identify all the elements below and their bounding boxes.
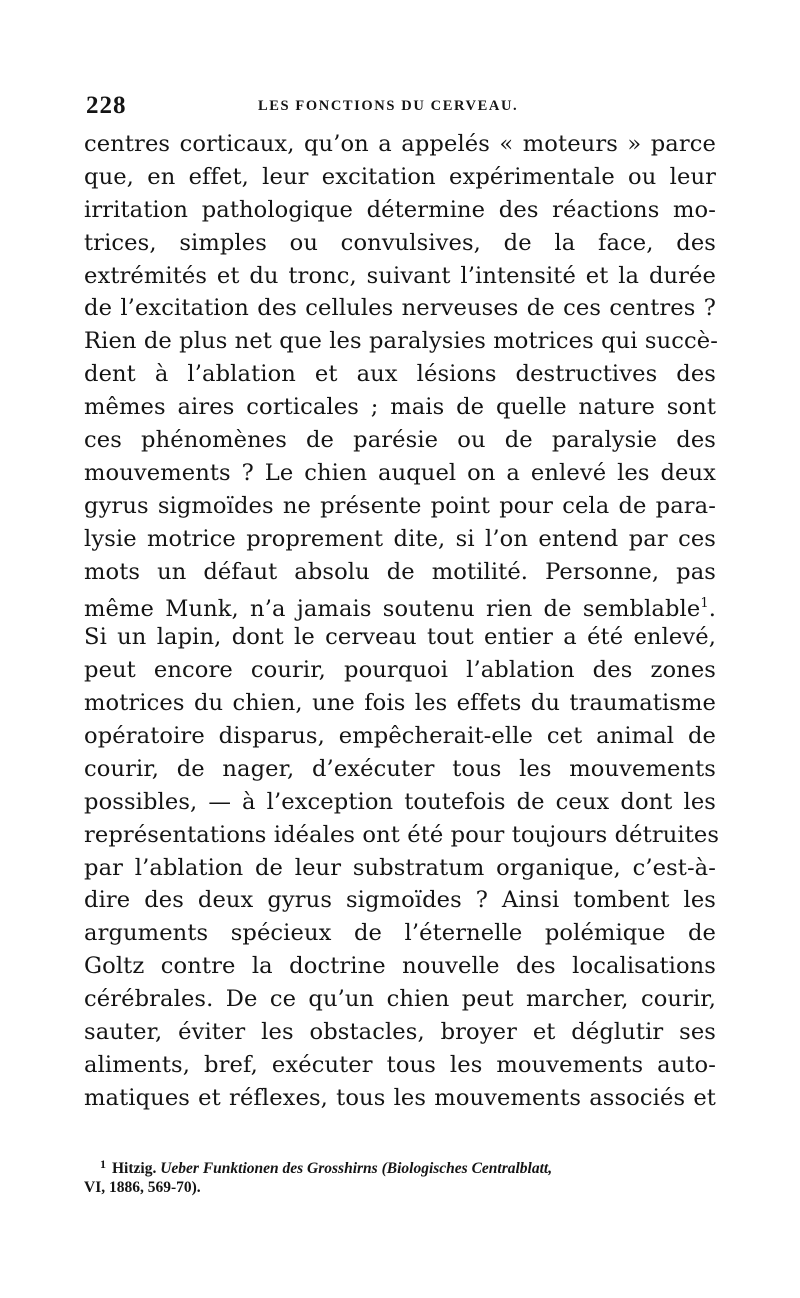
footnote (84, 1152, 716, 1200)
footnote-reference[interactable]: 1 (700, 596, 709, 612)
footnote-author: Hitzig. (112, 1160, 157, 1177)
body-line: matiques et réflexes, tous les mouvements associés et (84, 1084, 716, 1111)
body-line: ces phénomènes de parésie ou de paralysie des (84, 427, 716, 454)
footnote-number: 1 (100, 1157, 106, 1171)
body-line: extrémités et du tronc, suivant l’intensité et la durée (84, 262, 716, 289)
body-line: Rien de plus net que les paralysies motrices qui succè- (84, 328, 718, 355)
body-line: mêmes aires corticales ; mais de quelle nature sont (84, 394, 716, 421)
body-line: représentations idéales ont été pour toujours détruites (84, 821, 720, 848)
body-line: motrices du chien, une fois les effets du traumatisme (84, 690, 716, 717)
running-head: LES FONCTIONS DU CERVEAU. (258, 98, 519, 114)
body-line-text: même Munk, n’a jamais soutenu rien de semblable (84, 596, 701, 623)
body-line: trices, simples ou convulsives, de la face, des (84, 229, 716, 256)
body-line: de l’excitation des cellules nerveuses de ces centres ? (84, 295, 716, 322)
body-line: sauter, éviter les obstacles, broyer et déglutir ses (84, 1019, 716, 1046)
page-header (86, 92, 716, 122)
body-line (84, 588, 716, 621)
body-line: arguments spécieux de l’éternelle polémique de (84, 920, 716, 947)
footnote-reference-suffix: . (708, 596, 716, 623)
body-line: dire des deux gyrus sigmoïdes ? Ainsi tombent les (84, 887, 716, 914)
body-line: lysie motrice proprement dite, si l’on entend par ces (84, 525, 716, 552)
body-line: aliments, bref, exécuter tous les mouvements auto- (84, 1051, 716, 1078)
body-line: par l’ablation de leur substratum organique, c’est-à- (84, 854, 716, 881)
body-line: peut encore courir, pourquoi l’ablation des zones (84, 657, 716, 684)
footnote-line (84, 1176, 716, 1200)
page-number: 228 (86, 92, 127, 119)
body-line: que, en effet, leur excitation expérimentale ou leur (84, 163, 716, 190)
body-line: mouvements ? Le chien auquel on a enlevé les deux (84, 459, 716, 486)
body-line: centres corticaux, qu’on a appelés « moteurs » parce (84, 131, 716, 157)
body-line: Goltz contre la doctrine nouvelle des localisations (84, 953, 716, 980)
body-line: courir, de nager, d’exécuter tous les mouvements (84, 755, 716, 782)
body-line: Si un lapin, dont le cerveau tout entier a été enlevé, (84, 624, 716, 651)
footnote-source: (Biologisches Centralblatt, (381, 1160, 553, 1177)
body-line: gyrus sigmoïdes ne présente point pour cela de para- (84, 492, 716, 519)
body-line: possibles, — à l’exception toutefois de ceux dont les (84, 788, 716, 815)
footnote-title: Ueber Funktionen des Grosshirns (160, 1160, 378, 1177)
body-line: opératoire disparus, empêcherait-elle cet animal de (84, 723, 716, 750)
footnote-citation: VI, 1886, 569-70). (84, 1179, 201, 1196)
footnote-line (84, 1152, 716, 1176)
body-line: mots un défaut absolu de motilité. Personne, pas (84, 558, 716, 585)
body-line: dent à l’ablation et aux lésions destructives des (84, 361, 716, 388)
body-text (84, 128, 720, 1115)
body-line: cérébrales. De ce qu’un chien peut marcher, courir, (84, 986, 716, 1013)
body-line: irritation pathologique détermine des réactions mo- (84, 196, 716, 223)
